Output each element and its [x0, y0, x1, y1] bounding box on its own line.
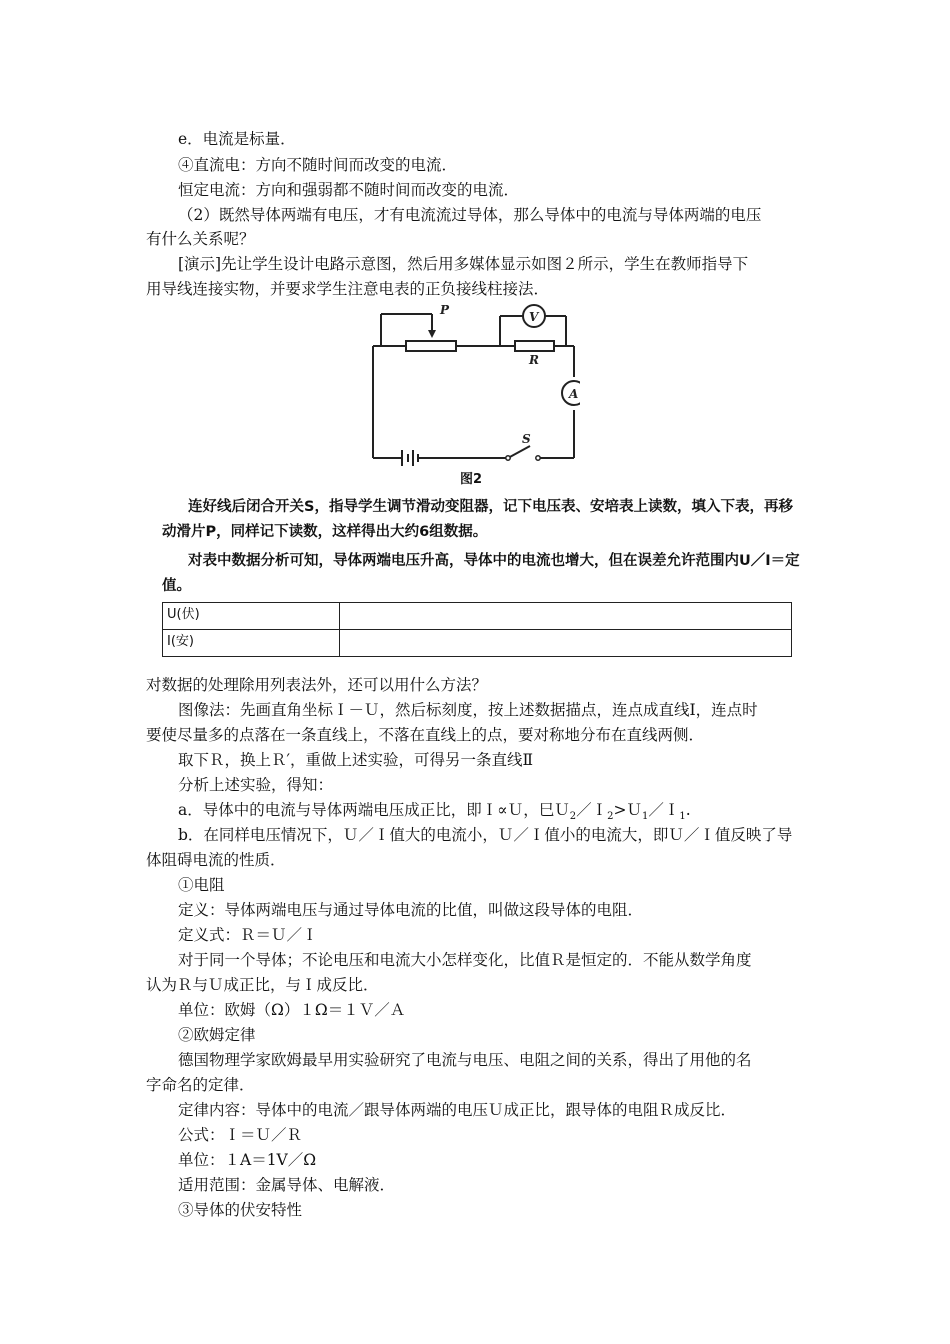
- text-line: 要使尽量多的点落在一条直线上，不落在直线上的点，要对称地分布在直线两侧．: [146, 726, 705, 744]
- subscript: 1: [679, 811, 686, 823]
- text-line: ③导体的伏安特性: [178, 1201, 303, 1219]
- label-a: A: [569, 387, 579, 401]
- bold-line: 动滑片P，同样记下读数，这样得出大约6组数据。: [162, 524, 488, 540]
- text-line: 公式：Ｉ＝Ｕ／Ｒ: [178, 1126, 303, 1144]
- table-header-u: U(伏): [163, 603, 340, 630]
- text-line: （2）既然导体两端有电压，才有电流流过导体，那么导体中的电流与导体两端的电压: [178, 206, 762, 224]
- label-s: S: [522, 432, 531, 446]
- figure-caption: 图2: [460, 472, 483, 487]
- bold-line: 对表中数据分析可知，导体两端电压升高，导体中的电流也增大，但在误差允许范围内U／I＝定: [188, 553, 800, 569]
- table-row: [163, 603, 792, 630]
- text-line: b．在同样电压情况下，Ｕ／Ｉ值大的电流小，Ｕ／Ｉ值小的电流大，即Ｕ／Ｉ值反映了导: [178, 826, 793, 844]
- subscript: 1: [642, 811, 649, 823]
- text-line: 德国物理学家欧姆最早用实验研究了电流与电压、电阻之间的关系，得出了用他的名: [178, 1051, 752, 1069]
- text-line: 分析上述实验，得知：: [178, 776, 334, 794]
- text-line: 单位：１A＝1V／Ω: [178, 1151, 317, 1169]
- table-cell: [340, 603, 792, 630]
- text-line: 定律内容：导体中的电流／跟导体两端的电压Ｕ成正比，跟导体的电阻Ｒ成反比．: [178, 1101, 737, 1119]
- label-r: R: [529, 353, 539, 367]
- text-line: 恒定电流：方向和强弱都不随时间而改变的电流．: [178, 181, 520, 199]
- table-cell: [340, 630, 792, 657]
- table-header-i: I(安): [163, 630, 340, 657]
- subscript: 2: [569, 811, 577, 823]
- table-row: [163, 630, 792, 657]
- text-line: a．导体中的电流与导体两端电压成正比，即Ｉ∝Ｕ，巳Ｕ: [178, 801, 570, 819]
- text-line: ④直流电：方向不随时间而改变的电流．: [178, 156, 458, 174]
- circuit-diagram: [360, 300, 580, 490]
- text-line: 认为Ｒ与Ｕ成正比，与Ｉ成反比．: [146, 976, 379, 994]
- text-line: 有什么关系呢？: [146, 230, 255, 248]
- text-line: 对于同一个导体；不论电压和电流大小怎样变化，比值Ｒ是恒定的．不能从数学角度: [178, 951, 752, 969]
- data-table: [162, 602, 792, 657]
- text-line: e．电流是标量．: [178, 130, 296, 148]
- text-line: 体阻碍电流的性质．: [146, 851, 286, 869]
- formula-part: ／Ｉ: [648, 801, 680, 819]
- text-line: 取下Ｒ，换上Ｒ′，重做上述实验，可得另一条直线Ⅱ: [178, 751, 534, 769]
- formula-line: [178, 800, 691, 827]
- text-line: 字命名的定律．: [146, 1076, 255, 1094]
- subscript: 2: [607, 811, 614, 823]
- bold-line: 连好线后闭合开关S，指导学生调节滑动变阻器，记下电压表、安培表上读数，填入下表，再移: [188, 499, 793, 515]
- text-line: 对数据的处理除用列表法外，还可以用什么方法？: [146, 676, 488, 694]
- text-line: 适用范围：金属导体、电解液．: [178, 1176, 396, 1194]
- text-line: ①电阻: [178, 876, 225, 894]
- text-line: 定义式：Ｒ＝Ｕ／Ｉ: [178, 926, 318, 944]
- bold-line: 值。: [162, 578, 191, 594]
- text-line: [演示]先让学生设计电路示意图，然后用多媒体显示如图２所示，学生在教师指导下: [178, 255, 749, 273]
- formula-part: >Ｕ: [613, 801, 642, 819]
- text-line: 定义：导体两端电压与通过导体电流的比值，叫做这段导体的电阻．: [178, 901, 644, 919]
- text-line: 单位：欧姆（Ω）１Ω＝１Ｖ／Ａ: [178, 1001, 406, 1019]
- label-p: P: [440, 303, 450, 317]
- formula-part: .: [685, 801, 691, 819]
- text-line: ②欧姆定律: [178, 1026, 256, 1044]
- label-v: V: [529, 310, 539, 324]
- formula-part: ／Ｉ: [576, 801, 608, 819]
- text-line: 图像法：先画直角坐标Ｉ－Ｕ，然后标刻度，按上述数据描点，连点成直线Ⅰ，连点时: [178, 701, 758, 719]
- text-line: 用导线连接实物，并要求学生注意电表的正负接线柱接法．: [146, 280, 550, 298]
